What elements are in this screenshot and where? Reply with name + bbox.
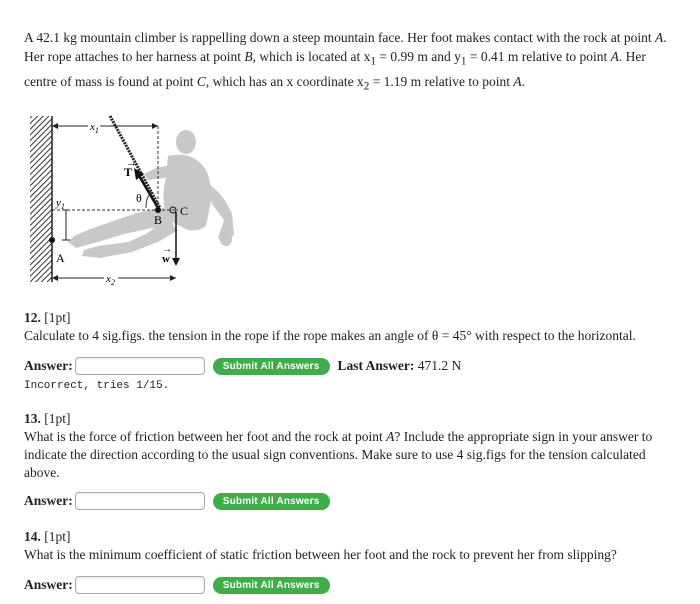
answer-input-14[interactable] [75, 576, 205, 594]
point-a-dot [49, 237, 55, 243]
question-number: 14. [24, 529, 41, 544]
question-points: [1pt] [44, 310, 71, 325]
question-points: [1pt] [44, 529, 71, 544]
question-12-feedback: Incorrect, tries 1/15. [24, 380, 170, 392]
question-12 [24, 309, 680, 345]
theta-label: θ [136, 191, 142, 205]
question-14-header [24, 528, 680, 546]
intro-text: = 0.41 m relative to point [466, 49, 611, 64]
weight-arrowhead [172, 258, 180, 266]
last-answer-value: 471.2 N [417, 358, 462, 373]
point-a-label: A [56, 251, 65, 265]
intro-subscript: 1 [370, 55, 377, 68]
intro-text: A 42.1 kg mountain climber is rappelling down a steep mountain face. Her foot makes contact with the rock at point [24, 30, 655, 45]
answer-label: Answer: [24, 577, 73, 592]
last-answer [338, 358, 462, 374]
intro-point-c: C [196, 73, 206, 89]
tension-label: T [124, 165, 133, 179]
question-12-header [24, 309, 680, 327]
answer-label: Answer: [24, 358, 73, 373]
problem-statement [24, 28, 680, 96]
intro-text: = 1.19 m relative to point [369, 73, 514, 89]
x1-label: $x_1$ [90, 121, 99, 135]
answer-input-13[interactable] [75, 492, 205, 510]
rock-wall [30, 116, 52, 282]
weight-label: w [162, 253, 170, 265]
climber-diagram-svg [28, 108, 238, 294]
intro-point-a: A [654, 30, 664, 45]
answer-input-12[interactable] [75, 357, 205, 375]
x2-arrowhead [170, 275, 176, 281]
intro-text: , which is located at x [252, 49, 371, 64]
question-14-answer-row [24, 574, 330, 596]
intro-text: , which has an x coordinate x [205, 73, 364, 89]
question-12-text: Calculate to 4 sig.figs. the tension in the rope if the rope makes an angle of θ = 45° with respect to the horizontal. [24, 328, 636, 343]
weight-vector-mark: → [162, 244, 172, 255]
submit-all-answers-button[interactable]: Submit All Answers [213, 493, 330, 510]
point-c-label: C [180, 204, 189, 218]
question-13-point: A [386, 429, 395, 444]
intro-text: = 0.99 m and y [376, 49, 461, 64]
question-points: [1pt] [44, 411, 71, 426]
x1-arrowhead [52, 123, 58, 129]
submit-all-answers-button[interactable]: Submit All Answers [213, 577, 330, 594]
y1-label: $y_1$ [56, 197, 65, 211]
x1-arrowhead [152, 123, 158, 129]
submit-all-answers-button[interactable]: Submit All Answers [213, 358, 330, 375]
intro-period: . [521, 73, 526, 89]
intro-subscript: 2 [363, 80, 370, 93]
question-13 [24, 410, 680, 482]
answer-label: Answer: [24, 493, 73, 508]
x2-label: $x_2$ [106, 273, 115, 287]
question-number: 12. [24, 310, 41, 325]
question-13-text-a: What is the force of friction between her foot and the rock at point [24, 429, 387, 444]
point-b-label: B [154, 213, 163, 227]
question-number: 13. [24, 411, 41, 426]
question-14-text: What is the minimum coefficient of static friction between her foot and the rock to prevent her from slipping? [24, 547, 617, 562]
question-14 [24, 528, 680, 564]
intro-text: . Her rope attaches to her harness at point [24, 30, 667, 64]
question-12-answer-row [24, 355, 461, 377]
question-13-text-b: ? Include the appropriate sign in your answer to indicate the direction according to the usual sign conventions. Make sure to use 4 sig.figs for the tension calculated above. [24, 429, 653, 480]
climber-diagram [28, 108, 238, 294]
tension-vector-mark: → [126, 157, 137, 169]
x2-arrowhead [52, 275, 58, 281]
question-13-text [24, 428, 680, 482]
intro-text: . Her centre of mass is found at point [24, 49, 646, 89]
last-answer-label: Last Answer: [337, 358, 415, 373]
intro-point-a: A [610, 49, 619, 64]
question-13-answer-row [24, 490, 330, 512]
intro-point-a: A [513, 73, 522, 89]
intro-subscript: 1 [460, 55, 467, 68]
intro-point-b: B [244, 49, 253, 64]
question-13-header [24, 410, 680, 428]
